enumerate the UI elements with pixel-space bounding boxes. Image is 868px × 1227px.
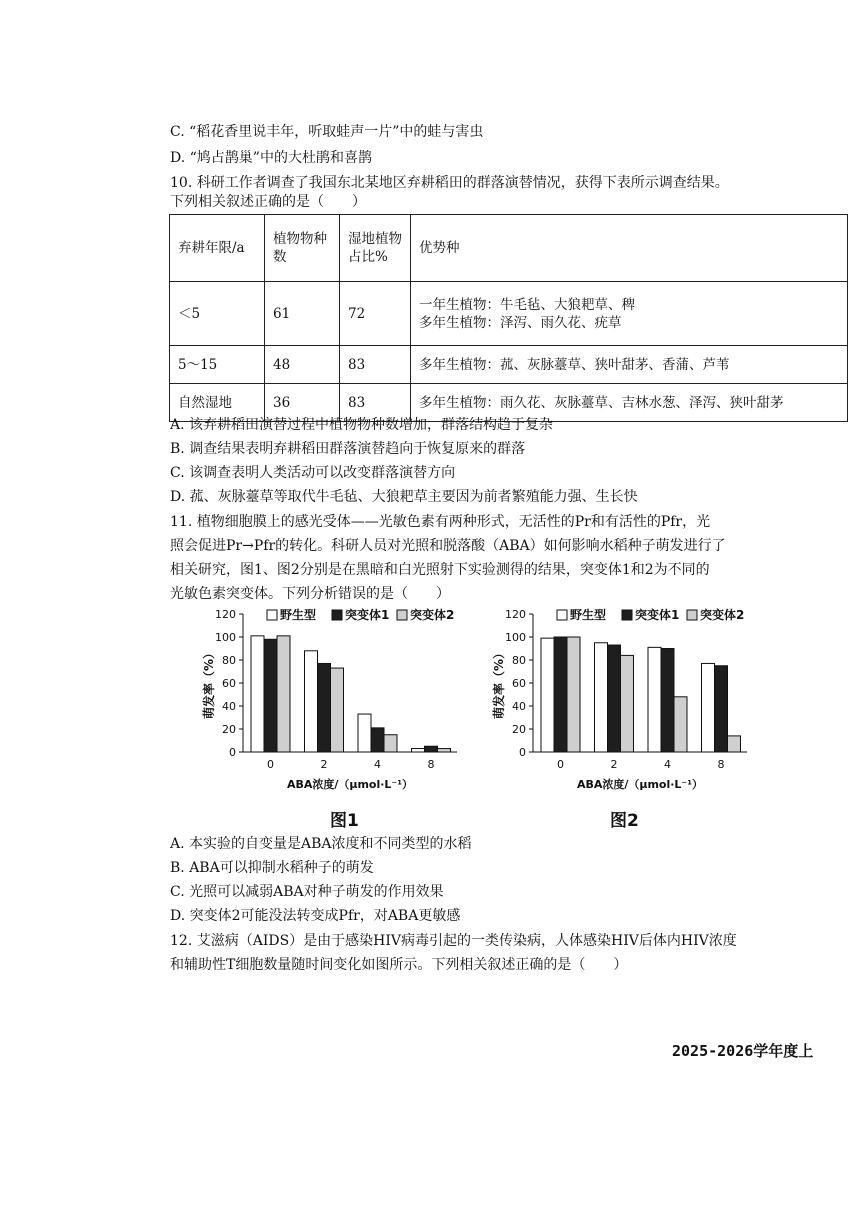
question-12-stem-1: 12. 艾滋病（AIDS）是由于感染HIV病毒引起的一类传染病，人体感染HIV后体内HIV浓度 bbox=[170, 933, 737, 949]
option-c-q9: C. “稻花香里说丰年，听取蛙声一片”中的蛙与害虫 bbox=[170, 124, 484, 140]
y-tick-label: 0 bbox=[229, 746, 236, 759]
figure-1-caption: 图1 bbox=[330, 811, 359, 831]
question-11-stem-2: 照会促进Pr→Pfr的转化。科研人员对光照和脱落酸（ABA）如何影响水稻种子萌发进行了 bbox=[170, 538, 726, 554]
x-tick-label: 0 bbox=[557, 758, 564, 771]
figure-2-caption: 图2 bbox=[610, 811, 639, 831]
y-tick-label: 80 bbox=[222, 654, 236, 667]
x-tick-label: 0 bbox=[267, 758, 274, 771]
bar bbox=[674, 697, 687, 752]
dominant-line: 一年生植物：牛毛毡、大狼耙草、稗 bbox=[419, 296, 635, 313]
legend-swatch bbox=[622, 610, 632, 620]
table-row bbox=[170, 346, 848, 384]
figure-2-chart bbox=[485, 600, 775, 800]
bar bbox=[702, 663, 715, 752]
option-d-q11: D. 突变体2可能没法转变成Pfr，对ABA更敏感 bbox=[170, 908, 461, 924]
question-10-stem-1: 10. 科研工作者调查了我国东北某地区弃耕稻田的群落演替情况，获得下表所示调查结果。 bbox=[170, 175, 729, 191]
bar bbox=[661, 649, 674, 753]
bar bbox=[371, 728, 384, 752]
dominant-line: 多年生植物：泽泻、雨久花、疣草 bbox=[419, 314, 622, 331]
cell-dominant: 多年生植物：菰、灰脉薹草、狭叶甜茅、香蒲、芦苇 bbox=[411, 346, 848, 384]
header-species: 植物物种数 bbox=[265, 215, 340, 282]
x-axis-label: ABA浓度/（μmol·L⁻¹） bbox=[576, 778, 704, 791]
bar bbox=[331, 668, 344, 752]
table-header-row bbox=[170, 215, 848, 282]
bar bbox=[608, 645, 621, 752]
bar bbox=[251, 636, 264, 752]
header-years: 弃耕年限/a bbox=[170, 215, 265, 282]
cell-years: 5～15 bbox=[170, 346, 265, 384]
bar bbox=[648, 647, 661, 752]
y-tick-label: 20 bbox=[512, 723, 526, 736]
bar bbox=[412, 749, 425, 752]
question-10-stem-2: 下列相关叙述正确的是（ ） bbox=[170, 194, 366, 210]
question-12-stem-2: 和辅助性T细胞数量随时间变化如图所示。下列相关叙述正确的是（ ） bbox=[170, 957, 628, 973]
y-axis-label: 萌发率（%） bbox=[492, 646, 506, 720]
legend-label: 野生型 bbox=[570, 608, 607, 622]
option-d-q9: D. “鸠占鹊巢”中的大杜鹃和喜鹊 bbox=[170, 150, 372, 166]
option-a-q10: A. 该弃耕稻田演替过程中植物物种数增加，群落结构趋于复杂 bbox=[170, 417, 554, 433]
option-b-q10: B. 调查结果表明弃耕稻田群落演替趋向于恢复原来的群落 bbox=[170, 441, 526, 457]
y-tick-label: 60 bbox=[222, 677, 236, 690]
option-b-q11: B. ABA可以抑制水稻种子的萌发 bbox=[170, 860, 374, 876]
header-wetland: 湿地植物占比% bbox=[340, 215, 411, 282]
bar bbox=[621, 655, 634, 752]
bar bbox=[541, 638, 554, 752]
x-tick-label: 4 bbox=[664, 758, 671, 771]
legend-swatch bbox=[687, 610, 697, 620]
footer-school-year: 2025-2026学年度上 bbox=[672, 1042, 814, 1060]
bar bbox=[318, 663, 331, 752]
bar bbox=[595, 643, 608, 752]
bar bbox=[438, 749, 451, 752]
table-row bbox=[170, 282, 848, 346]
bar bbox=[728, 736, 741, 752]
question-11-stem-4: 光敏色素突变体。下列分析错误的是（ ） bbox=[170, 586, 450, 602]
y-tick-label: 100 bbox=[215, 631, 236, 644]
x-tick-label: 8 bbox=[717, 758, 725, 771]
cell-dominant: 多年生植物：雨久花、灰脉薹草、吉林水葱、泽泻、狭叶甜茅 bbox=[411, 384, 848, 422]
cell-species: 36 bbox=[265, 384, 340, 422]
y-tick-label: 40 bbox=[222, 700, 236, 713]
bar bbox=[384, 735, 397, 752]
x-tick-label: 8 bbox=[427, 758, 435, 771]
option-a-q11: A. 本实验的自变量是ABA浓度和不同类型的水稻 bbox=[170, 836, 472, 852]
bar bbox=[425, 746, 438, 752]
cell-species: 61 bbox=[265, 282, 340, 346]
y-tick-label: 20 bbox=[222, 723, 236, 736]
cell-wetland: 83 bbox=[340, 346, 411, 384]
cell-years: 自然湿地 bbox=[170, 384, 265, 422]
bar bbox=[554, 637, 567, 752]
survey-table bbox=[169, 214, 848, 422]
legend-swatch bbox=[332, 610, 342, 620]
cell-wetland: 83 bbox=[340, 384, 411, 422]
legend-label: 突变体1 bbox=[635, 608, 680, 622]
figure-1-chart bbox=[195, 600, 485, 800]
y-tick-label: 120 bbox=[505, 608, 526, 621]
y-tick-label: 100 bbox=[505, 631, 526, 644]
header-dominant: 优势种 bbox=[411, 215, 848, 282]
question-11-stem-3: 相关研究，图1、图2分别是在黑暗和白光照射下实验测得的结果，突变体1和2为不同的 bbox=[170, 562, 710, 578]
y-tick-label: 120 bbox=[215, 608, 236, 621]
bar bbox=[264, 639, 277, 752]
cell-years: ＜5 bbox=[170, 282, 265, 346]
y-tick-label: 40 bbox=[512, 700, 526, 713]
bar bbox=[277, 636, 290, 752]
option-c-q11: C. 光照可以减弱ABA对种子萌发的作用效果 bbox=[170, 884, 444, 900]
legend-label: 野生型 bbox=[280, 608, 317, 622]
question-11-stem-1: 11. 植物细胞膜上的感光受体——光敏色素有两种形式，无活性的Pr和有活性的Pfr，光 bbox=[170, 514, 711, 530]
legend-swatch bbox=[397, 610, 407, 620]
option-d-q10: D. 菰、灰脉薹草等取代牛毛毡、大狼耙草主要因为前者繁殖能力强、生长快 bbox=[170, 489, 638, 505]
y-tick-label: 0 bbox=[519, 746, 526, 759]
x-tick-label: 2 bbox=[610, 758, 618, 771]
legend-label: 突变体1 bbox=[345, 608, 390, 622]
legend-swatch bbox=[557, 610, 567, 620]
y-tick-label: 60 bbox=[512, 677, 526, 690]
cell-wetland: 72 bbox=[340, 282, 411, 346]
x-axis-label: ABA浓度/（μmol·L⁻¹） bbox=[286, 778, 414, 791]
option-c-q10: C. 该调查表明人类活动可以改变群落演替方向 bbox=[170, 465, 456, 481]
cell-dominant bbox=[411, 282, 848, 346]
legend-swatch bbox=[267, 610, 277, 620]
bar bbox=[567, 637, 580, 752]
x-tick-label: 4 bbox=[374, 758, 381, 771]
bar bbox=[715, 666, 728, 752]
y-axis-label: 萌发率（%） bbox=[202, 646, 216, 720]
legend-label: 突变体2 bbox=[700, 608, 745, 622]
bar bbox=[305, 651, 318, 752]
y-tick-label: 80 bbox=[512, 654, 526, 667]
legend-label: 突变体2 bbox=[410, 608, 455, 622]
x-tick-label: 2 bbox=[320, 758, 328, 771]
cell-species: 48 bbox=[265, 346, 340, 384]
bar bbox=[358, 714, 371, 752]
